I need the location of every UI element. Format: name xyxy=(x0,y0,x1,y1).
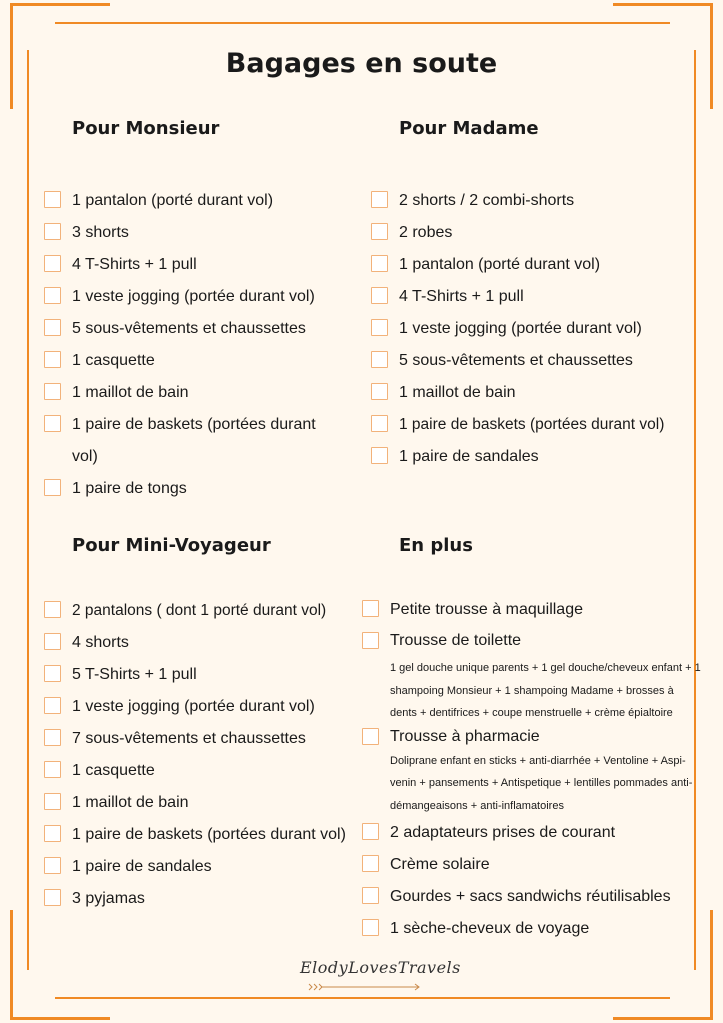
list-item[interactable] xyxy=(362,594,702,626)
checkbox[interactable] xyxy=(371,383,388,400)
list-item[interactable] xyxy=(371,409,701,441)
checkbox[interactable] xyxy=(44,697,61,714)
item-label: 2 adaptateurs prises de courant xyxy=(390,824,616,841)
list-item[interactable] xyxy=(44,787,354,819)
section-title-mini: Pour Mini-Voyageur xyxy=(72,535,271,556)
item-label: 7 sous-vêtements et chaussettes xyxy=(72,730,306,747)
checkbox[interactable] xyxy=(44,665,61,682)
list-item[interactable] xyxy=(44,409,344,473)
checkbox[interactable] xyxy=(362,600,379,617)
list-item[interactable] xyxy=(44,659,354,691)
item-label: Gourdes + sacs sandwichs réutilisables xyxy=(390,888,671,905)
brand-logo: ElodyLovesTravels xyxy=(300,958,461,977)
frame-corner-bottom-right-h xyxy=(613,1017,713,1020)
checkbox[interactable] xyxy=(44,255,61,272)
checkbox[interactable] xyxy=(44,191,61,208)
item-label: 4 shorts xyxy=(72,634,129,651)
frame-corner-top-left-h xyxy=(10,3,110,6)
item-label: 3 shorts xyxy=(72,224,129,241)
checkbox[interactable] xyxy=(44,825,61,842)
item-label: 4 T-Shirts + 1 pull xyxy=(399,288,524,305)
item-detail: 1 gel douche unique parents + 1 gel douche/cheveux enfant + 1 shampoing Monsieur + 1 shampoing Madame + brosses à dents + dentifrices + coupe menstruelle + crème épialtoire xyxy=(390,662,701,719)
list-item[interactable] xyxy=(371,345,701,377)
list-item[interactable] xyxy=(371,217,701,249)
list-item[interactable] xyxy=(44,217,344,249)
list-item[interactable] xyxy=(44,185,344,217)
frame-bottom-line xyxy=(55,997,670,999)
item-label: 1 veste jogging (portée durant vol) xyxy=(72,698,315,715)
list-item[interactable] xyxy=(44,377,344,409)
checkbox[interactable] xyxy=(371,415,388,432)
section-title-madame: Pour Madame xyxy=(399,118,539,139)
item-label: 2 robes xyxy=(399,224,453,241)
list-item[interactable] xyxy=(371,249,701,281)
item-label: Trousse de toilette xyxy=(390,632,522,649)
item-label: Trousse à pharmacie xyxy=(390,727,540,745)
page-title: Bagages en soute xyxy=(225,48,498,79)
item-detail: Doliprane enfant en sticks + anti-diarrhée + Ventoline + Aspi-venin + pansements + Antispetique + lentilles pommades anti-démangeaisons + anti-inflamatoires xyxy=(390,754,693,812)
list-item[interactable] xyxy=(371,313,701,345)
frame-corner-bottom-left xyxy=(10,910,13,1020)
item-label: 1 casquette xyxy=(72,352,155,369)
item-label: 1 maillot de bain xyxy=(72,794,189,811)
item-label: Crème solaire xyxy=(390,856,490,873)
checkbox[interactable] xyxy=(44,223,61,240)
item-label: 1 pantalon (porté durant vol) xyxy=(72,192,274,209)
item-label: 2 pantalons ( dont 1 porté durant vol) xyxy=(72,602,327,619)
list-item[interactable] xyxy=(362,913,702,945)
checkbox[interactable] xyxy=(44,889,61,906)
item-label: 1 paire de baskets (portées durant vol) xyxy=(72,826,346,843)
list-item[interactable] xyxy=(44,851,354,883)
checkbox[interactable] xyxy=(44,351,61,368)
list-item[interactable] xyxy=(362,725,702,818)
list-item[interactable] xyxy=(44,281,344,313)
list-item[interactable] xyxy=(44,691,354,723)
checkbox[interactable] xyxy=(44,601,61,618)
section-title-monsieur: Pour Monsieur xyxy=(72,118,220,139)
frame-corner-bottom-left-h xyxy=(10,1017,110,1020)
section-title-extra: En plus xyxy=(399,535,473,556)
frame-left-line xyxy=(27,50,29,970)
list-item[interactable] xyxy=(44,627,354,659)
list-monsieur xyxy=(44,185,344,505)
list-mini xyxy=(44,595,354,915)
list-item[interactable] xyxy=(44,883,354,915)
item-label: 2 shorts / 2 combi-shorts xyxy=(399,192,575,209)
checkbox[interactable] xyxy=(44,633,61,650)
list-item[interactable] xyxy=(44,723,354,755)
list-item[interactable] xyxy=(371,281,701,313)
item-label: 1 paire de sandales xyxy=(399,448,539,465)
item-label: 1 veste jogging (portée durant vol) xyxy=(399,320,642,337)
list-item[interactable] xyxy=(44,595,354,627)
list-item[interactable] xyxy=(371,185,701,217)
checkbox[interactable] xyxy=(371,191,388,208)
list-item[interactable] xyxy=(44,819,354,851)
list-item[interactable] xyxy=(362,626,702,725)
item-label: 5 sous-vêtements et chaussettes xyxy=(72,320,306,337)
item-label: Petite trousse à maquillage xyxy=(390,601,583,618)
checkbox[interactable] xyxy=(362,632,379,649)
frame-corner-bottom-right xyxy=(710,910,713,1020)
item-label: 1 maillot de bain xyxy=(72,384,189,401)
item-label: 3 pyjamas xyxy=(72,890,145,907)
checkbox[interactable] xyxy=(371,287,388,304)
item-label: 1 veste jogging (portée durant vol) xyxy=(72,288,315,305)
list-item[interactable] xyxy=(44,473,344,505)
item-label: 5 T-Shirts + 1 pull xyxy=(72,666,197,683)
frame-top-line xyxy=(55,22,670,24)
checkbox[interactable] xyxy=(44,319,61,336)
checkbox[interactable] xyxy=(44,479,61,496)
checkbox[interactable] xyxy=(44,287,61,304)
list-item[interactable] xyxy=(362,849,702,881)
checkbox[interactable] xyxy=(44,793,61,810)
checkbox[interactable] xyxy=(371,223,388,240)
checkbox[interactable] xyxy=(371,447,388,464)
item-label: 1 paire de baskets (portées durant vol) xyxy=(399,416,665,433)
checkbox[interactable] xyxy=(44,761,61,778)
list-extra xyxy=(362,594,702,945)
item-label: 4 T-Shirts + 1 pull xyxy=(72,256,197,273)
logo-arrow-icon xyxy=(307,983,422,991)
checkbox[interactable] xyxy=(362,855,379,872)
checkbox[interactable] xyxy=(371,319,388,336)
list-item[interactable] xyxy=(362,817,702,849)
checkbox[interactable] xyxy=(362,823,379,840)
item-label: 1 casquette xyxy=(72,762,155,779)
checkbox[interactable] xyxy=(44,383,61,400)
item-label: 1 paire de tongs xyxy=(72,480,187,497)
list-item[interactable] xyxy=(362,881,702,913)
item-label: 1 pantalon (porté durant vol) xyxy=(399,256,601,273)
frame-corner-top-right-h xyxy=(613,3,713,6)
list-item[interactable] xyxy=(44,249,344,281)
list-item[interactable] xyxy=(44,313,344,345)
checkbox[interactable] xyxy=(371,351,388,368)
list-madame xyxy=(371,185,701,473)
item-label: 1 sèche-cheveux de voyage xyxy=(390,920,590,937)
checkbox[interactable] xyxy=(44,857,61,874)
list-item[interactable] xyxy=(44,345,344,377)
item-label: 1 paire de sandales xyxy=(72,858,212,875)
checkbox[interactable] xyxy=(44,415,61,432)
checkbox[interactable] xyxy=(362,919,379,936)
list-item[interactable] xyxy=(371,377,701,409)
checkbox[interactable] xyxy=(371,255,388,272)
checkbox[interactable] xyxy=(362,887,379,904)
item-label: 1 maillot de bain xyxy=(399,384,516,401)
list-item[interactable] xyxy=(44,755,354,787)
checkbox[interactable] xyxy=(44,729,61,746)
list-item[interactable] xyxy=(371,441,701,473)
item-label: 5 sous-vêtements et chaussettes xyxy=(399,352,633,369)
checkbox[interactable] xyxy=(362,728,379,745)
item-label: 1 paire de baskets (portées durant vol) xyxy=(72,416,316,465)
